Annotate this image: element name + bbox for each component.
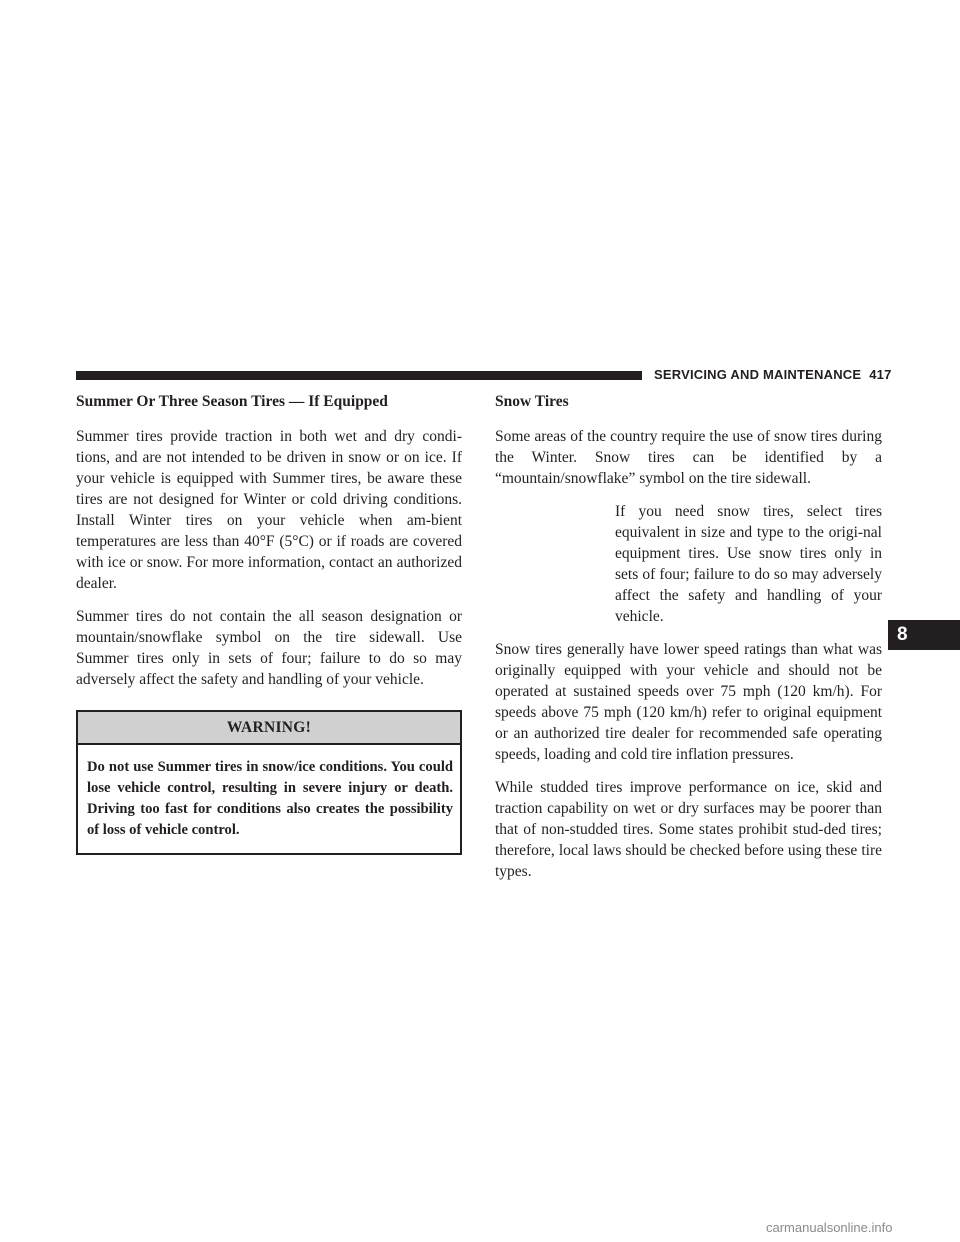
page-number: 417 xyxy=(869,367,892,382)
snow-tires-paragraph-1: Some areas of the country require the use of snow tires during the Winter. Snow tires can be identified by a “mountain/snowflake” symbol on the tire sidewall. xyxy=(495,428,882,487)
snow-tires-paragraph-2: If you need snow tires, select tires equivalent in size and type to the origi-nal equipment tires. Use snow tires only in sets of four; failure to do so may adversely affect the safety and handling of your vehicle. xyxy=(615,503,882,625)
summer-tires-paragraph-2: Summer tires do not contain the all season designation or mountain/snowflake symbol on the tire sidewall. Use Summer tires only in sets of four; failure to do so may adversely affect the safety and handling of your vehicle. xyxy=(76,608,462,688)
warning-body: Do not use Summer tires in snow/ice conditions. You could lose vehicle control, resulting in severe injury or death. Driving too fast for conditions also creates the possibility of loss of vehicle control. xyxy=(87,759,453,838)
right-column xyxy=(495,392,882,894)
snow-tires-paragraph-3: Snow tires generally have lower speed ratings than what was originally equipped with your vehicle and should not be operated at sustained speeds over 75 mph (120 km/h). For speeds above 75 mph (120 km/h) refer to original equipment or an authorized tire dealer for recommended safe operating speeds, loading and cold tire inflation pressures. xyxy=(495,641,882,763)
chapter-tab: 8 xyxy=(888,620,960,650)
snow-tires-paragraph-4: While studded tires improve performance on ice, skid and traction capability on wet or dry surfaces may be poorer than that of non-studded tires. Some states prohibit stud-ded tires; therefore, local laws should be checked before using these tire types. xyxy=(495,779,882,880)
left-column xyxy=(76,392,462,855)
snow-tires-heading: Snow Tires xyxy=(495,393,569,410)
summer-tires-paragraph-1: Summer tires provide traction in both wet and dry condi-tions, and are not intended to be driven in snow or on ice. If your vehicle is equipped with Summer tires, be aware these tires are not designed for Winter or cold driving conditions. Install Winter tires on your vehicle when am-bient temperatures are less than 40°F (5°C) or if roads are covered with ice or snow. For more information, contact an authorized dealer. xyxy=(76,428,462,592)
running-header xyxy=(654,366,894,384)
watermark-text: carmanualsonline.info xyxy=(766,1220,893,1235)
warning-box xyxy=(76,710,462,855)
warning-title: WARNING! xyxy=(78,712,460,745)
section-title: SERVICING AND MAINTENANCE xyxy=(654,367,862,382)
summer-tires-heading: Summer Or Three Season Tires — If Equipped xyxy=(76,393,388,410)
header-rule xyxy=(76,371,642,380)
